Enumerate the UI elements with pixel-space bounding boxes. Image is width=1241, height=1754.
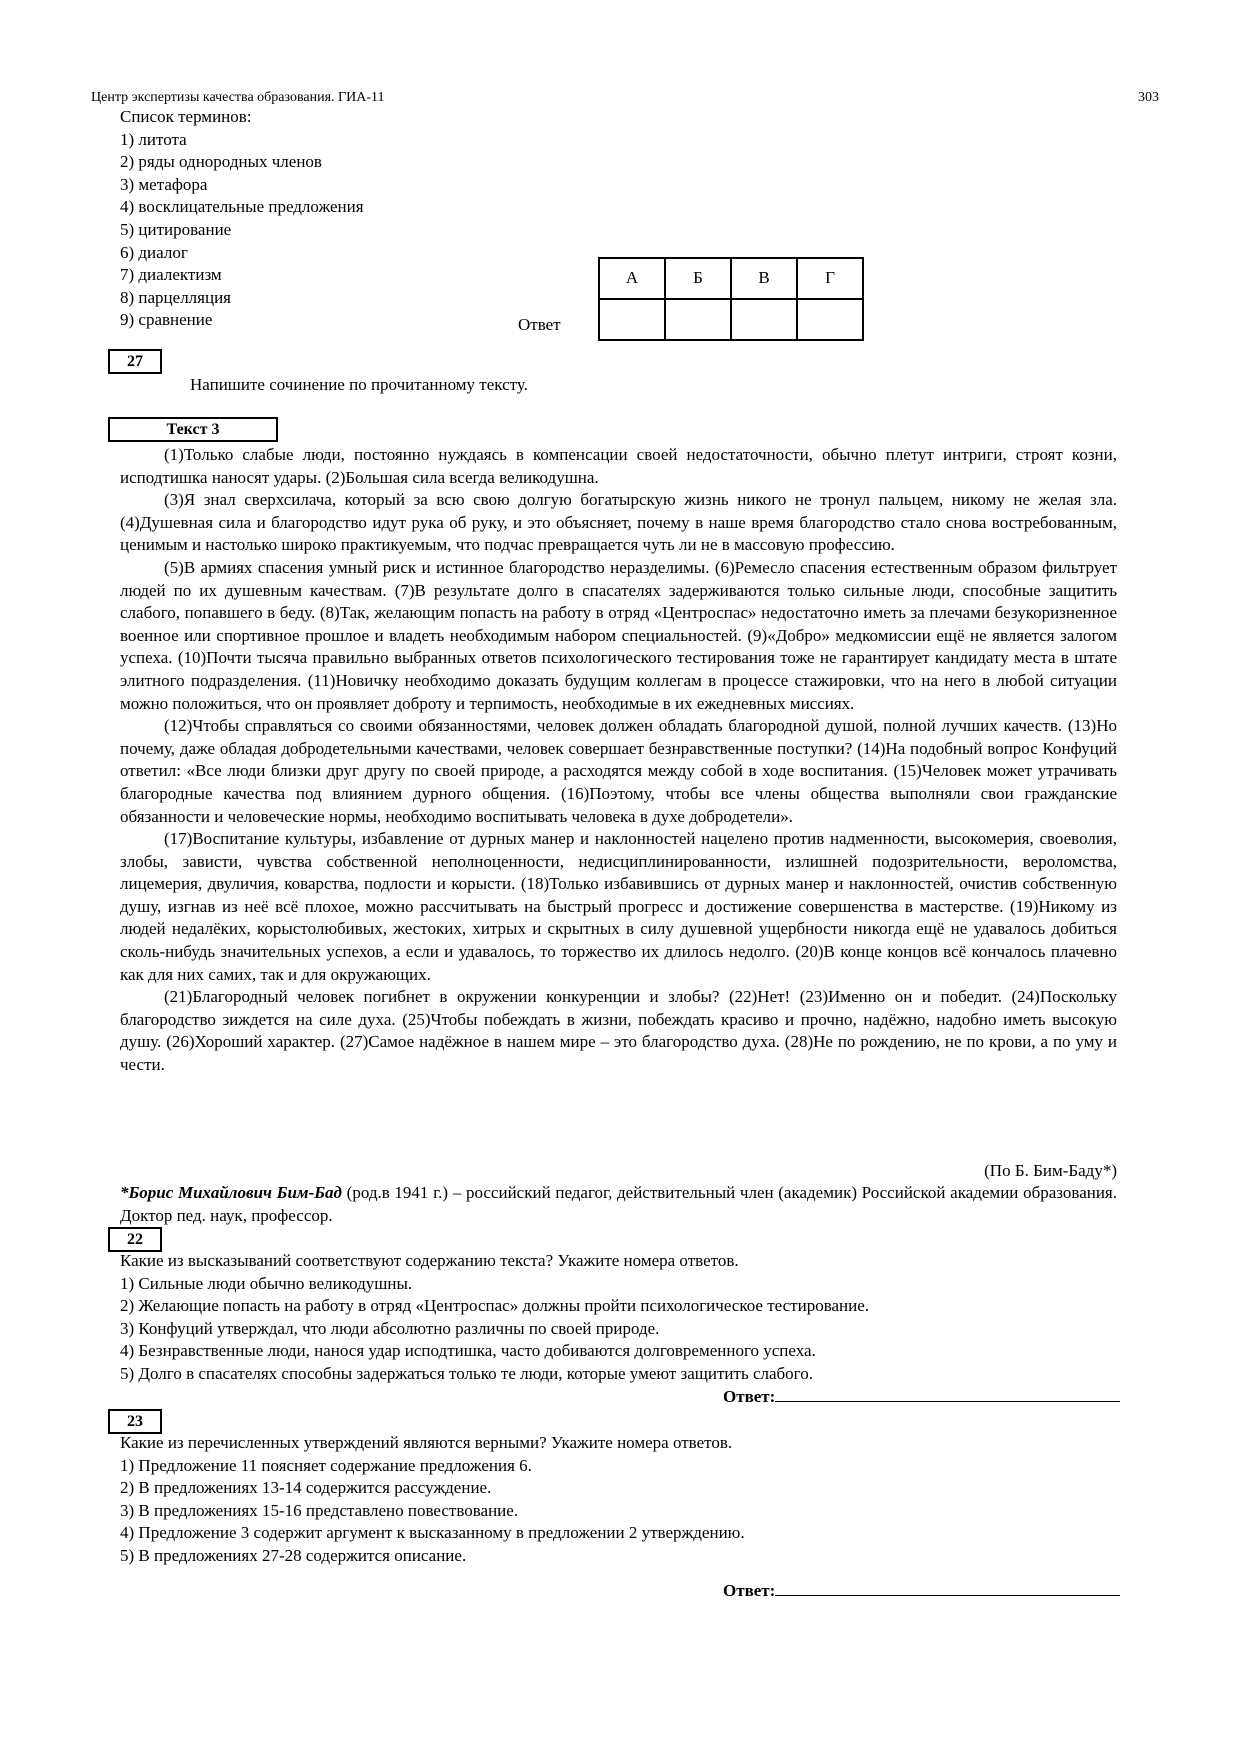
author-description: (род.в 1941 г.) – российский педагог, действительный член (академик) Российской академии образования. Доктор пед. наук, профессор.	[120, 1183, 1117, 1225]
text3-label: Текст 3	[108, 417, 278, 442]
task23-option: 1) Предложение 11 поясняет содержание предложения 6.	[120, 1455, 532, 1475]
term-item: 3) метафора	[120, 174, 208, 194]
answer-cell-g[interactable]	[797, 299, 863, 340]
task23-option: 5) В предложениях 27-28 содержится описание.	[120, 1545, 467, 1565]
answer-header-v: В	[731, 258, 797, 299]
task22-option: 1) Сильные люди обычно великодушны.	[120, 1273, 413, 1293]
term-item: 6) диалог	[120, 242, 188, 262]
task-number-27: 27	[108, 349, 162, 374]
task-number-23: 23	[108, 1409, 162, 1434]
task23-option: 4) Предложение 3 содержит аргумент к высказанному в предложении 2 утверждению.	[120, 1523, 745, 1543]
task22	[120, 1250, 1117, 1386]
text-paragraph: (1)Только слабые люди, постоянно нуждаясь в компенсации своей недостаточности, обычно плетут интриги, строят козни, исподтишка наносят удары. (2)Большая сила всегда великодушна.	[120, 445, 1117, 487]
task-number-22: 22	[108, 1227, 162, 1252]
task23	[120, 1432, 1117, 1568]
task22-question: Какие из высказываний соответствуют содержанию текста? Укажите номера ответов.	[120, 1251, 739, 1270]
task23-answer-line[interactable]	[775, 1579, 1120, 1596]
task23-option: 2) В предложениях 13-14 содержится рассуждение.	[120, 1478, 492, 1498]
answer-table	[598, 257, 864, 341]
term-item: 7) диалектизм	[120, 265, 222, 285]
terms-list	[120, 106, 540, 332]
task27-prompt: Напишите сочинение по прочитанному тексту.	[190, 375, 528, 394]
term-item: 2) ряды однородных членов	[120, 152, 322, 172]
answer-header-a: А	[599, 258, 665, 299]
task22-option: 5) Долго в спасателях способны задержаться только те люди, которые умеют защитить слабого.	[120, 1363, 813, 1383]
text-paragraph: (12)Чтобы справляться со своими обязанностями, человек должен обладать благородной душой, полной лучших качеств. (13)Но почему, даже обладая добродетельными качествами, человек совершает безнравственные поступки? (14)На подобный вопрос Конфуций ответил: «Все люди близки друг другу по своей природе, а расходятся между собой в ходе воспитания. (15)Человек может утрачивать благородные качества под влиянием дурного общения. (16)Поэтому, чтобы все члены общества выполняли свои гражданские обязанности и человеческие нормы, необходимо воспитывать человека в духе добродетели».	[120, 716, 1117, 826]
terms-title: Список терминов:	[120, 107, 252, 126]
text-source: (По Б. Бим-Баду*)	[984, 1161, 1117, 1180]
task23-answer-label: Ответ:	[723, 1581, 776, 1600]
header-title: Центр экспертизы качества образования. ГИА-11	[91, 90, 385, 105]
term-item: 5) цитирование	[120, 219, 232, 239]
answer-cell-b[interactable]	[665, 299, 731, 340]
term-item: 9) сравнение	[120, 310, 213, 330]
task23-question: Какие из перечисленных утверждений являются верными? Укажите номера ответов.	[120, 1433, 733, 1452]
text-paragraph: (21)Благородный человек погибнет в окружении конкуренции и злобы? (22)Нет! (23)Именно он и победит. (24)Поскольку благородство зиждется на силе духа. (25)Чтобы побеждать в жизни, побеждать красиво и прочно, надёжно, надобно иметь высокую душу. (26)Хороший характер. (27)Самое надёжное в нашем мире – это благородство духа. (28)Не по рождению, не по крови, а по уму и чести.	[120, 987, 1117, 1075]
task22-option: 4) Безнравственные люди, нанося удар исподтишка, часто добиваются долговременного успеха.	[120, 1341, 816, 1361]
answer-header-g: Г	[797, 258, 863, 299]
text-paragraph: (3)Я знал сверхсилача, который за всю свою долгую богатырскую жизнь никого не тронул пальцем, никому не желая зла. (4)Душевная сила и благородство идут рука об руку, и это объясняет, почему в наше время благородство стало снова востребованным, ценимым и настолько широко практикуемым, что подчас превращается чуть ли не в массовую профессию.	[120, 490, 1117, 555]
term-item: 1) литота	[120, 129, 187, 149]
task22-answer[interactable]	[723, 1385, 1120, 1409]
answer-cell-a[interactable]	[599, 299, 665, 340]
answer-header-b: Б	[665, 258, 731, 299]
text-paragraph: (5)В армиях спасения умный риск и истинное благородство неразделимы. (6)Ремесло спасения естественным образом фильтрует людей по их душевным качествам. (7)В результате долго в спасателях задерживаются только сильные люди, способные защитить слабого, попавшего в беду. (8)Так, желающим попасть на работу в отряд «Центроспас» недостаточно иметь за плечами безукоризненное военное или спортивное прошлое и владеть необходимым набором специальностей. (9)«Добро» медкомиссии ещё не является залогом успеха. (10)Почти тысяча правильно выбранных ответов психологического тестирования тоже не гарантирует кандидату места в штате элитного подразделения. (11)Новичку необходимо доказать будущим коллегам в процессе стажировки, что на него в любой ситуации можно положиться, что он проявляет доброту и терпимость, необходимые в их ежедневных миссиях.	[120, 557, 1117, 713]
text-paragraph: (17)Воспитание культуры, избавление от дурных манер и наклонностей нацелено против надменности, высокомерия, своеволия, злобы, зависти, чувства собственной неполноценности, недисциплинированности, излишней подозрительности, вероломства, лицемерия, двуличия, коварства, подлости и корысти. (18)Только избавившись от дурных манер и наклонностей, очистив собственную душу, изгнав из неё всё плохое, можно рассчитывать на быстрый прогресс и достижение совершенства в мастерстве. (19)Никому из людей недалёких, корыстолюбивых, жестоких, хитрых и скрытных в силу душевной ущербности никогда ещё не удавалось добиться сколь-нибудь значительных успехов, а если и удавалось, то торжество их длилось недолго. (20)В конце концов всё кончалось плачевно как для них самих, так и для окружающих.	[120, 829, 1117, 984]
answer-cell-v[interactable]	[731, 299, 797, 340]
task22-answer-line[interactable]	[775, 1385, 1120, 1402]
task23-answer[interactable]	[723, 1579, 1120, 1603]
text3-body	[120, 444, 1117, 1077]
page-number: 303	[1138, 90, 1159, 105]
answer-table-label: Ответ	[518, 315, 561, 334]
term-item: 8) парцелляция	[120, 287, 231, 307]
task22-option: 3) Конфуций утверждал, что люди абсолютно различны по своей природе.	[120, 1318, 660, 1338]
task22-option: 2) Желающие попасть на работу в отряд «Центроспас» должны пройти психологическое тестирование.	[120, 1296, 870, 1316]
author-note	[120, 1182, 1117, 1227]
task22-answer-label: Ответ:	[723, 1387, 776, 1406]
task23-option: 3) В предложениях 15-16 представлено повествование.	[120, 1500, 519, 1520]
term-item: 4) восклицательные предложения	[120, 197, 364, 217]
author-name: *Борис Михайлович Бим-Бад	[120, 1183, 342, 1202]
